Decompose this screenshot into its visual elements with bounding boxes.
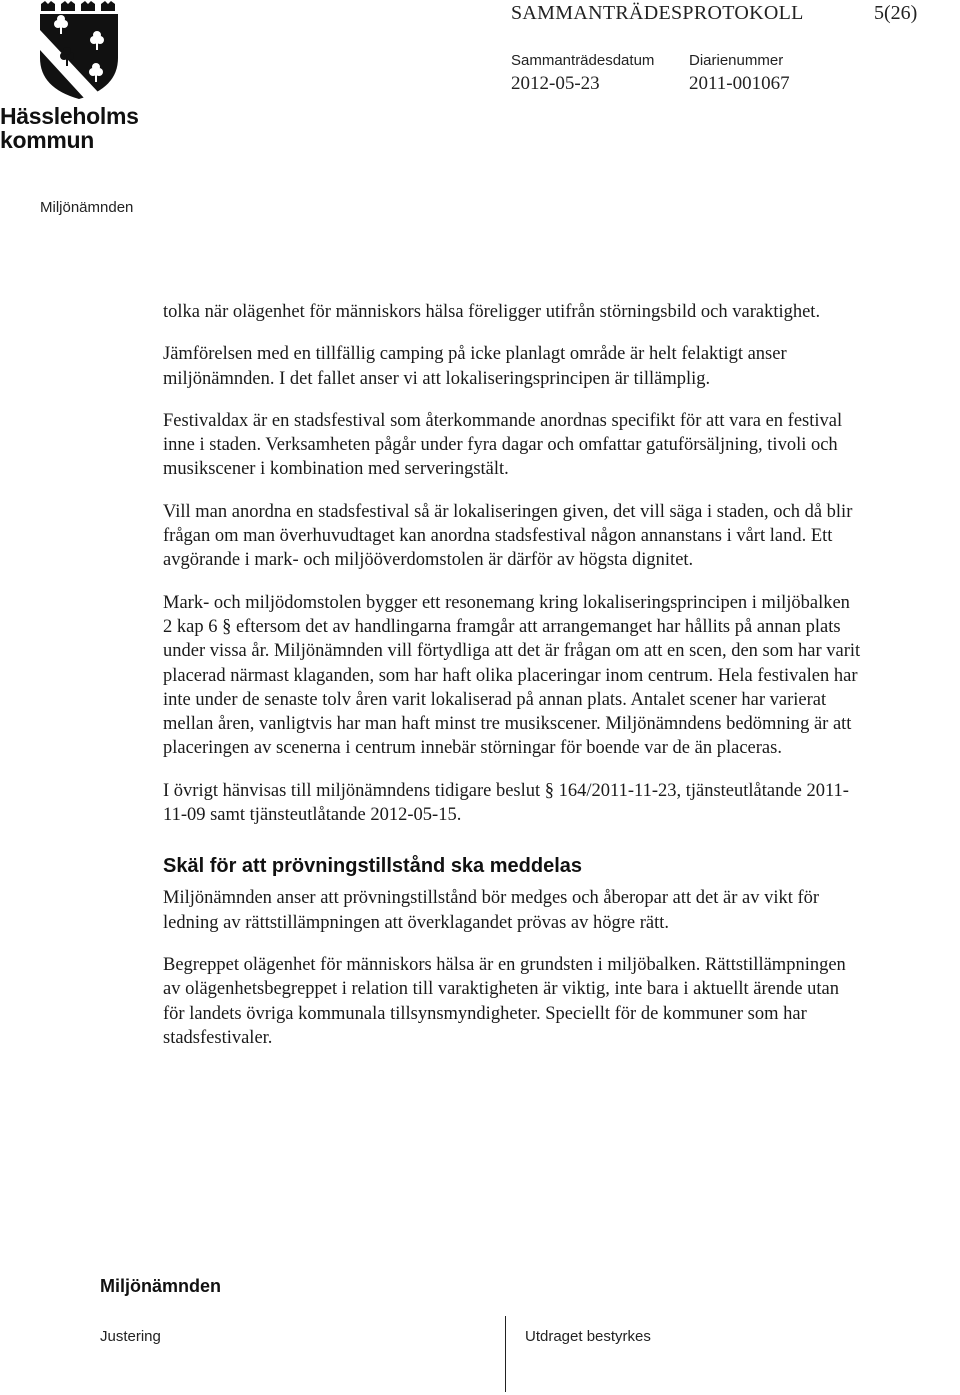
paragraph: Begreppet olägenhet för människors hälsa är en grundsten i miljöbalken. Rättstillämpningen av olägenhetsbegreppet i relation till varaktigheten är viktig, inte bara i aktuellt ärende utan för landets övriga kommunala tillsynsmyndigheter. Speciellt för de kommuner som har stadsfestivaler. <box>163 954 846 1048</box>
committee-name: Miljönämnden <box>40 199 134 216</box>
meeting-date: 2012-05-23 <box>511 73 600 94</box>
footer-committee-name: Miljönämnden <box>100 1276 221 1296</box>
document-body <box>163 300 863 1068</box>
paragraph: Mark- och miljödomstolen bygger ett resonemang kring lokaliseringsprincipen i miljöbalken 2 kap 6 § eftersom det av handlingarna framgår att arrangemanget har hållits på annan plats under vissa år. Miljönämnden vill förtydliga att det är frågan om att en scen, den som har varit placerad närmast klaganden, som har haft olika placeringar inom centrum. Hela festivalen har inte under de senaste tolv åren varit lokaliserad på annan plats. Antalet scener har varierat mellan åren, vanligtvis har man haft minst tre musikscener. Miljönämndens bedömning är att placeringen av scenerna i centrum innebär störningar för boende var de än placeras. <box>163 592 861 759</box>
municipality-name-line1: Hässleholms <box>0 103 139 129</box>
municipality-name-line2: kommun <box>0 127 95 153</box>
municipality-name <box>0 104 139 152</box>
coat-of-arms-shield-icon <box>38 0 120 100</box>
paragraph: Vill man anordna en stadsfestival så är lokaliseringen given, det vill säga i staden, och då blir frågan om man överhuvudtaget kan anordna stadsfestival någon annanstans i vårt land. Ett avgörande i mark- och miljööverdomstolen är därför av högsta dignitet. <box>163 501 853 571</box>
utdraget-bestyrkes-label: Utdraget bestyrkes <box>525 1328 651 1345</box>
paragraph: I övrigt hänvisas till miljönämndens tidigare beslut § 164/2011-11-23, tjänsteutlåtande 2011-11-09 samt tjänsteutlåtande 2012-05-15. <box>163 780 849 826</box>
paragraph: Jämförelsen med en tillfällig camping på icke planlagt område är helt felaktigt anser miljönämnden. I det fallet anser vi att lokaliseringsprincipen är tillämplig. <box>163 344 787 389</box>
footer-divider <box>505 1316 506 1392</box>
section-heading: Skäl för att prövningstillstånd ska meddelas <box>163 855 583 878</box>
municipality-logo <box>0 0 160 160</box>
paragraph: Festivaldax är en stadsfestival som återkommande anordnas specifikt för att vara en festival inne i staden. Verksamheten pågår under fyra dagar och omfattar gatuförsäljning, tivoli och musikscener i kombination med serveringstält. <box>163 410 843 480</box>
page-number: 5(26) <box>874 2 918 24</box>
meeting-date-label: Sammanträdesdatum <box>511 52 655 69</box>
paragraph: Miljönämnden anser att prövningstillstånd bör medges och åberopar att det är av vikt för ledning av rättstillämpningen att överklagandet prövas av högre rätt. <box>163 888 820 933</box>
diary-number-label: Diarienummer <box>689 52 784 69</box>
paragraph: tolka när olägenhet för människors hälsa föreligger utifrån störningsbild och varaktighet. <box>163 302 821 322</box>
document-type: SAMMANTRÄDESPROTOKOLL <box>511 2 804 24</box>
justering-label: Justering <box>100 1328 161 1345</box>
diary-number: 2011-001067 <box>689 73 790 94</box>
